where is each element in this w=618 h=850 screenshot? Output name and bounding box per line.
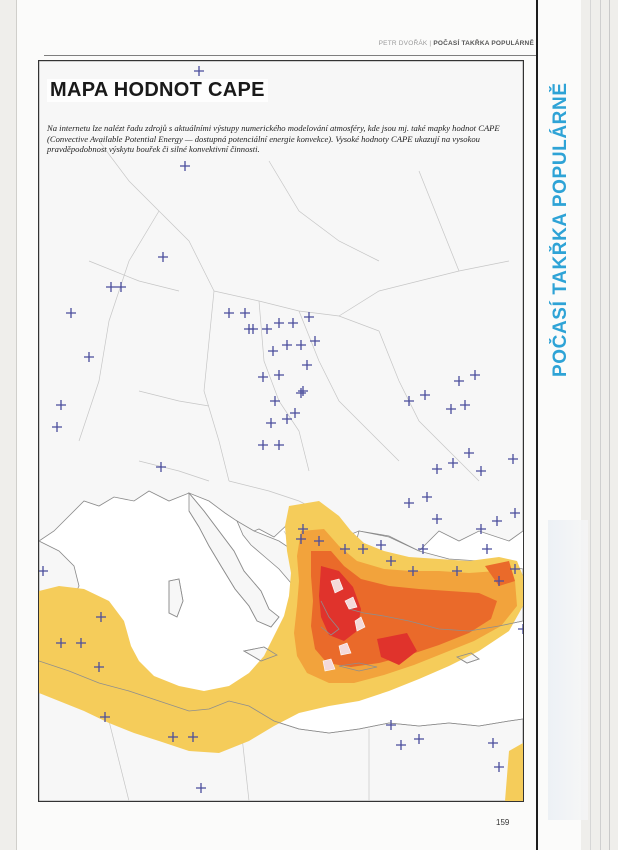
- running-head-separator: |: [427, 40, 434, 47]
- cape-map-graphic: [39, 61, 523, 801]
- map-title: MAPA HODNOT CAPE: [47, 79, 268, 102]
- side-title: POČASÍ TAKŘKA POPULÁRNĚ: [550, 82, 571, 378]
- running-head-title: POČASÍ TAKŘKA POPULÁRNĚ: [433, 40, 534, 47]
- running-head: [379, 40, 534, 47]
- station-marker: [518, 624, 523, 634]
- running-head-author: PETR DVOŘÁK: [378, 40, 428, 47]
- show-through-print: [548, 520, 588, 820]
- page-edge: [609, 0, 610, 850]
- page-edge: [590, 0, 591, 850]
- margin-rule: [536, 0, 538, 850]
- map-description: Na internetu lze nalézt řadu zdrojů s aktuálními výstupy numerického modelování atmosféry, kde jsou mj. také mapky hodnot CAPE (Convective Available Potential Energy — dostupná potenciální energie konvekce). Vysoké hodnoty CAPE ukazují na vysokou pravděpodobnost výskytu bouřek či silné konvektivní činnosti.: [47, 123, 500, 154]
- page-number: 159: [496, 818, 510, 827]
- page-edge: [600, 0, 601, 850]
- land-sardinia: [169, 579, 183, 617]
- station-marker: [482, 544, 492, 554]
- cape-map: [38, 60, 524, 802]
- header-rule: [44, 55, 536, 56]
